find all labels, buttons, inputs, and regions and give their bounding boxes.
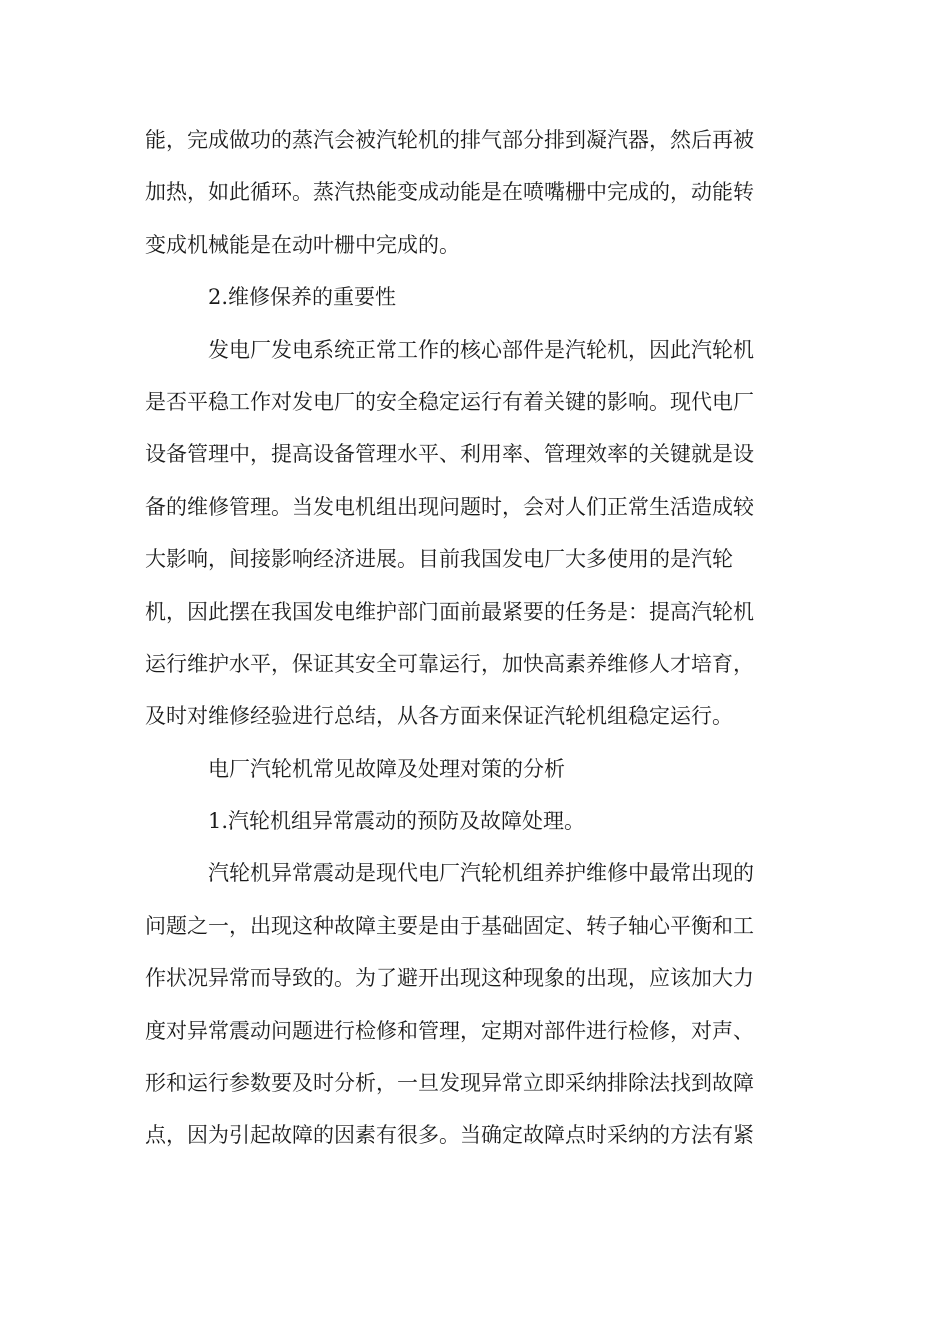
paragraph-line: 机，因此摆在我国发电维护部门面前最紧要的任务是：提高汽轮机: [145, 599, 754, 624]
paragraph-line: 运行维护水平，保证其安全可靠运行，加快高素养维修人才培育，: [145, 651, 754, 676]
paragraph-line: 设备管理中，提高设备管理水平、利用率、管理效率的关键就是设: [145, 442, 754, 467]
paragraph-line: 能，完成做功的蒸汽会被汽轮机的排气部分排到凝汽器，然后再被: [145, 128, 754, 152]
paragraph-line: 加热，如此循环。蒸汽热能变成动能是在喷嘴栅中完成的，动能转: [145, 180, 754, 205]
paragraph-line: 形和运行参数要及时分析，一旦发现异常立即采纳排除法找到故障: [145, 1071, 754, 1096]
subsection-heading: 1.汽轮机组异常震动的预防及故障处理。: [208, 809, 586, 834]
body-text: [145, 114, 805, 1162]
paragraph-line: 汽轮机异常震动是现代电厂汽轮机组养护维修中最常出现的: [208, 861, 754, 886]
paragraph-line: 问题之一，出现这种故障主要是由于基础固定、转子轴心平衡和工: [145, 913, 754, 938]
paragraph-line: 变成机械能是在动叶栅中完成的。: [145, 232, 460, 257]
paragraph-line: 作状况异常而导致的。为了避开出现这种现象的出现，应该加大力: [145, 966, 754, 991]
paragraph-line: 大影响，间接影响经济进展。目前我国发电厂大多使用的是汽轮: [145, 547, 733, 572]
paragraph-line: 及时对维修经验进行总结，从各方面来保证汽轮机组稳定运行。: [145, 704, 733, 729]
section-heading: 2.维修保养的重要性: [208, 285, 397, 310]
paragraph-line: 发电厂发电系统正常工作的核心部件是汽轮机，因此汽轮机: [208, 337, 754, 362]
section-heading: 电厂汽轮机常见故障及处理对策的分析: [208, 756, 565, 781]
paragraph-line: 点，因为引起故障的因素有很多。当确定故障点时采纳的方法有紧: [145, 1123, 754, 1148]
paragraph-line: 度对异常震动问题进行检修和管理，定期对部件进行检修，对声、: [145, 1018, 754, 1043]
paragraph-line: 备的维修管理。当发电机组出现问题时，会对人们正常生活造成较: [145, 494, 754, 519]
paragraph-line: 是否平稳工作对发电厂的安全稳定运行有着关键的影响。现代电厂: [145, 389, 754, 414]
